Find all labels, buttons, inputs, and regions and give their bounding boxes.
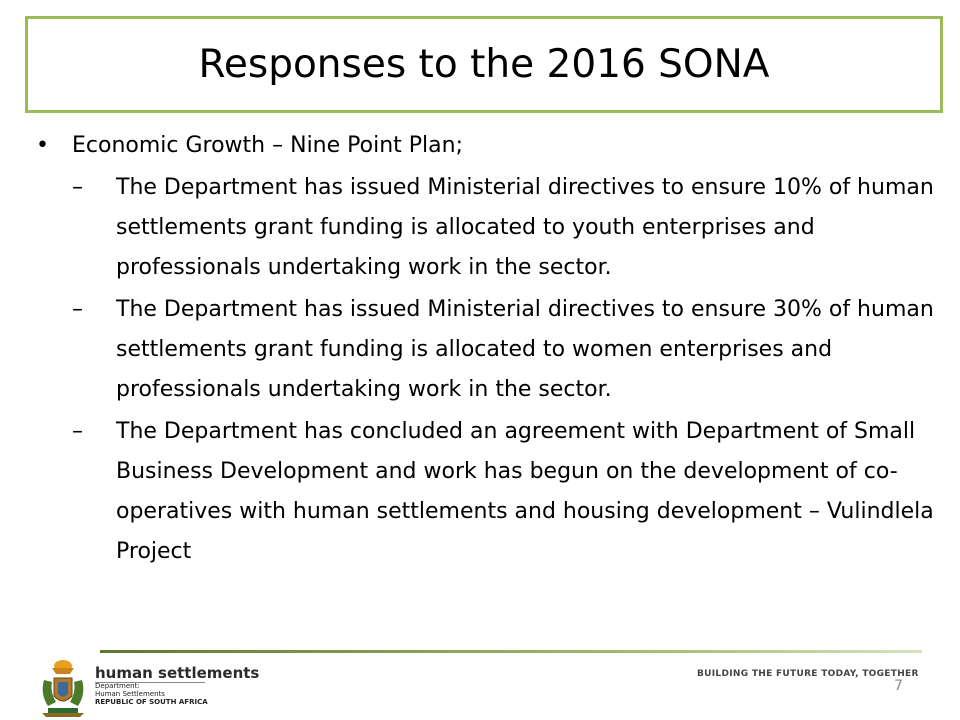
- dash-icon: –: [72, 175, 83, 200]
- sub-bullet-list: [0, 168, 960, 572]
- dash-icon: –: [72, 419, 83, 444]
- sub-bullet-item: [72, 290, 946, 410]
- footer-tagline: BUILDING THE FUTURE TODAY, TOGETHER: [697, 669, 919, 679]
- sub-bullet-item: [72, 412, 946, 572]
- bullet-dot-icon: •: [36, 133, 49, 158]
- sub-bullet-text: The Department has concluded an agreement with Department of Small Business Development and work has begun on the development of co-operatives with human settlements and housing development – Vulindlela Project: [116, 419, 934, 564]
- title-box: [25, 16, 943, 113]
- org-sub-line: Human Settlements: [95, 690, 165, 698]
- sub-bullet-text: The Department has issued Ministerial directives to ensure 10% of human settlements grant funding is allocated to youth enterprises and professionals undertaking work in the sector.: [116, 175, 934, 280]
- footer-divider: [100, 650, 922, 653]
- bullet-text: Economic Growth – Nine Point Plan;: [72, 133, 463, 158]
- sub-bullet-item: [72, 168, 946, 288]
- coat-of-arms-icon: [34, 658, 92, 718]
- dash-icon: –: [72, 297, 83, 322]
- slide-title: Responses to the 2016 SONA: [198, 42, 770, 87]
- slide-content: [0, 128, 960, 572]
- bullet-item: [36, 128, 960, 164]
- org-sub-line: Department:: [95, 682, 140, 690]
- page-number: 7: [894, 678, 903, 694]
- org-sub-line: REPUBLIC OF SOUTH AFRICA: [95, 698, 208, 706]
- org-name: human settlements: [95, 664, 260, 682]
- sub-bullet-text: The Department has issued Ministerial directives to ensure 30% of human settlements grant funding is allocated to women enterprises and professionals undertaking work in the sector.: [116, 297, 934, 402]
- org-subtitle: [95, 682, 208, 706]
